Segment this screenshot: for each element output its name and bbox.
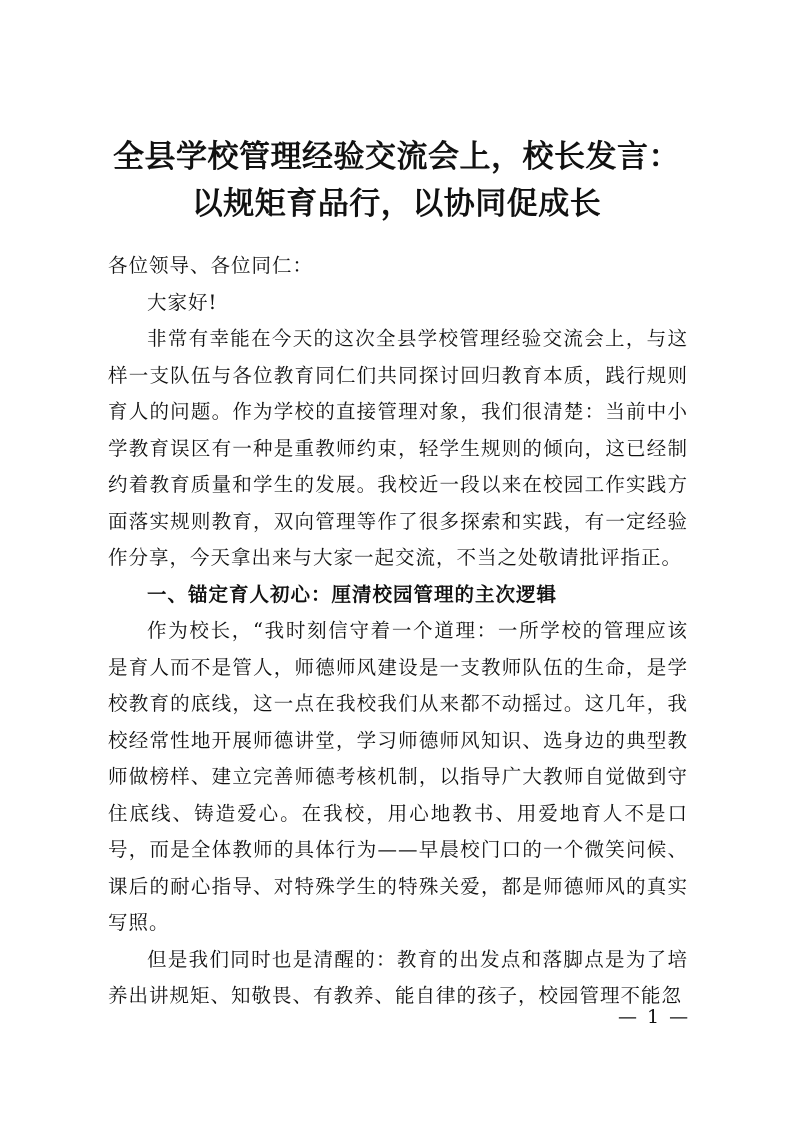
paragraph-intro: 非常有幸能在今天的这次全县学校管理经验交流会上，与这样一支队伍与各位教育同仁们共同探讨回归教育本质，践行规则育人的问题。作为学校的直接管理对象，我们很清楚：当前中小学教育误区有一种是重教师约束，轻学生规则的倾向，这已经制约着教育质量和学生的发展。我校近一段以来在校园工作实践方面落实规则教育，双向管理等作了很多探索和实践，有一定经验作分享，今天拿出来与大家一起交流，不当之处敬请批评指正。 (108, 327, 688, 569)
title-line-2: 以规矩育品行，以协同促成长 (191, 186, 602, 222)
greeting: 大家好! (147, 290, 218, 314)
paragraph-continuation: 但是我们同时也是清醒的：教育的出发点和落脚点是为了培养出讲规矩、知敬畏、有教养、能自律的孩子，校园管理不能忽 (108, 947, 688, 1007)
title-line-1: 全县学校管理经验交流会上，校长发言： (113, 139, 680, 175)
page-number: — 1 — (618, 1006, 691, 1028)
salutation: 各位领导、各位同仁： (108, 254, 314, 277)
document-body (108, 248, 688, 1015)
section-heading-1: 一、锚定育人初心：厘清校园管理的主次逻辑 (147, 582, 558, 606)
paragraph-section1: 作为校长，“我时刻信守着一个道理：一所学校的管理应该是育人而不是管人，师德师风建设是一支教师队伍的生命，是学校教育的底线，这一点在我校我们从来都不动摇过。这几年，我校经常性地开展师德讲堂，学习师德师风知识、选身边的典型教师做榜样、建立完善师德考核机制，以指导广大教师自觉做到守住底线、铸造爱心。在我校，用心地教书、用爱地育人不是口号，而是全体教师的具体行为——早晨校门口的一个微笑问候、课后的耐心指导、对特殊学生的特殊关爱，都是师德师风的真实写照。 (108, 619, 688, 934)
